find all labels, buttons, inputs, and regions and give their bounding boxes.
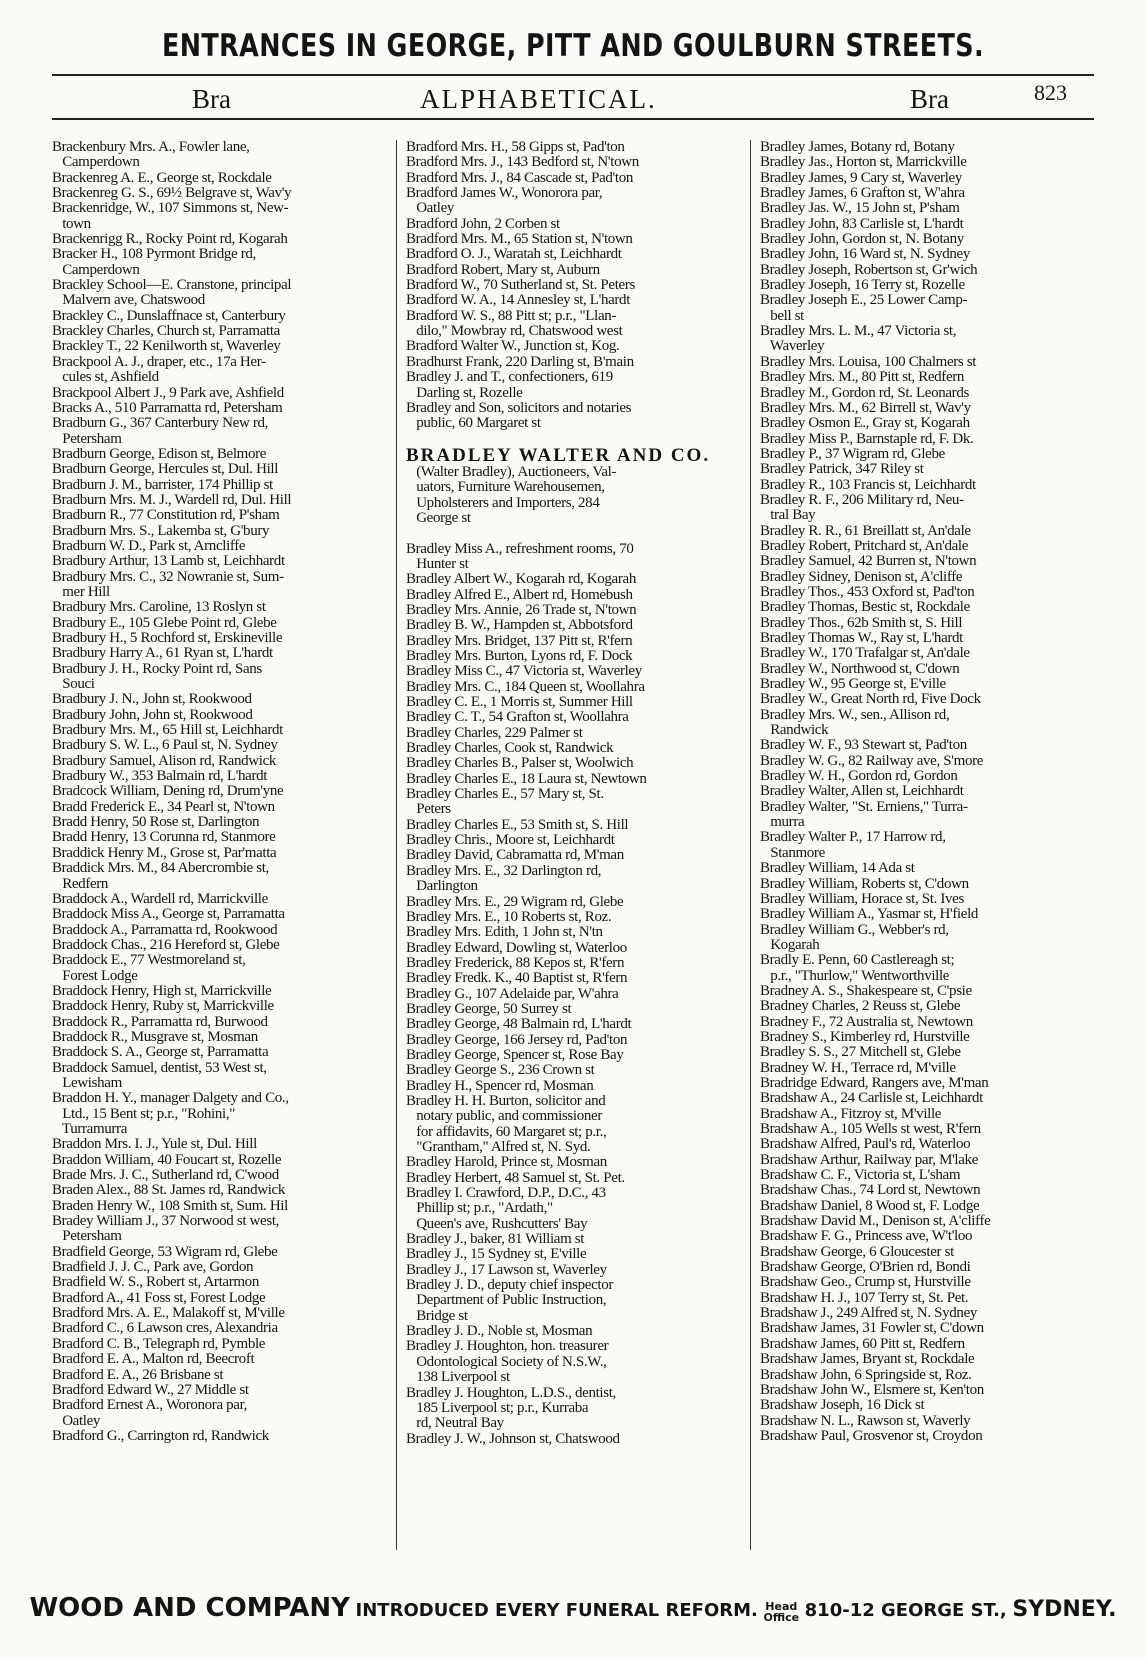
directory-line: notary public, and commissioner [406, 1109, 602, 1125]
directory-line: Bradbury Mrs. Caroline, 13 Roslyn st [52, 600, 266, 616]
directory-line: Bradley J. Houghton, L.D.S., dentist, [406, 1385, 616, 1401]
directory-line: BRADLEY WALTER AND CO. [406, 446, 711, 465]
directory-line: Bradhurst Frank, 220 Darling st, B'main [406, 354, 634, 370]
directory-line: cules st, Ashfield [52, 370, 159, 386]
directory-line: Bradley Mrs. C., 184 Queen st, Woollahra [406, 679, 645, 695]
directory-line: Bradley Osmon E., Gray st, Kogarah [760, 416, 970, 432]
directory-line: Bradley George S., 236 Crown st [406, 1063, 595, 1079]
directory-line: Braddock Miss A., George st, Parramatta [52, 907, 285, 923]
directory-line: Bradshaw James, 31 Fowler st, C'down [760, 1321, 984, 1337]
page-banner: ENTRANCES IN GEORGE, PITT AND GOULBURN STREETS. [161, 28, 985, 64]
directory-line: Hunter st [406, 556, 469, 572]
directory-line: Brackenbury Mrs. A., Fowler lane, [52, 140, 250, 155]
header-rule-top [52, 74, 1094, 76]
directory-line: Peters [406, 802, 451, 818]
header-right-key: Bra [910, 84, 949, 114]
directory-line: Bradshaw J., 249 Alfred st, N. Sydney [760, 1306, 978, 1322]
directory-line: Bradbury Samuel, Alison rd, Randwick [52, 753, 277, 769]
directory-line: Bradley Miss A., refreshment rooms, 70 [406, 541, 634, 557]
directory-line: Oatley [52, 1413, 101, 1429]
directory-line: Bradshaw A., 105 Wells st west, R'fern [760, 1122, 981, 1137]
directory-line: Bradley Jas. W., 15 John st, P'sham [760, 201, 960, 217]
directory-line: Bradley George, Spencer st, Rose Bay [406, 1047, 624, 1063]
directory-line: Bradney A. S., Shakespeare st, C'psie [760, 983, 972, 999]
directory-line: Braddock Henry, High st, Marrickville [52, 983, 272, 999]
directory-line: 185 Liverpool st; p.r., Kurraba [406, 1400, 589, 1416]
directory-line: Bradley Miss P., Barnstaple rd, F. Dk. [760, 431, 974, 447]
directory-column-3 [760, 140, 1092, 1550]
directory-line: Bradley John, Gordon st, N. Botany [760, 232, 964, 248]
directory-line: Queen's ave, Rushcutters' Bay [406, 1216, 588, 1232]
directory-line: Bradley Herbert, 48 Samuel st, St. Pet. [406, 1170, 625, 1186]
directory-line: Bradshaw F. G., Princess ave, W't'loo [760, 1229, 973, 1245]
footer-address: 810-12 GEORGE ST., [804, 1600, 1007, 1621]
directory-line: Department of Public Instruction, [406, 1293, 607, 1309]
directory-line: Bradley W., Great North rd, Five Dock [760, 692, 981, 708]
directory-line: Bradley Mrs. E., 29 Wigram rd, Glebe [406, 894, 624, 910]
directory-line: Bradley Mrs. Edith, 1 John st, N'tn [406, 925, 603, 941]
directory-line: Bradford James W., Wonorora par, [406, 186, 603, 202]
directory-line: Bradshaw Joseph, 16 Dick st [760, 1398, 925, 1414]
directory-line: Bradney W. H., Terrace rd, M'ville [760, 1060, 956, 1076]
directory-line: Bradbury W., 353 Balmain rd, L'hardt [52, 769, 268, 785]
directory-line: Braddock E., 77 Westmoreland st, [52, 953, 246, 969]
directory-line: Bradfield George, 53 Wigram rd, Glebe [52, 1244, 278, 1260]
directory-line: Bradshaw A., Fitzroy st, M'ville [760, 1106, 942, 1122]
directory-line: Bradley Mrs. W., sen., Allison rd, [760, 707, 950, 723]
directory-line: bell st [760, 308, 804, 324]
directory-line: Bradford G., Carrington rd, Randwick [52, 1428, 269, 1444]
directory-line: dilo," Mowbray rd, Chatswood west [406, 324, 623, 340]
directory-line: Malvern ave, Chatswood [52, 293, 205, 309]
directory-line: Bradburn Mrs. S., Lakemba st, G'bury [52, 523, 270, 539]
directory-line: Bradley Mrs. Annie, 26 Trade st, N'town [406, 602, 637, 618]
directory-line: Bradford A., 41 Foss st, Forest Lodge [52, 1290, 266, 1306]
directory-line: Bradley J. D., Noble st, Mosman [406, 1324, 593, 1340]
directory-line: Bradshaw H. J., 107 Terry st, St. Pet. [760, 1290, 969, 1306]
directory-line: Bradburn G., 367 Canterbury New rd, [52, 416, 269, 432]
directory-line: Bradley I. Crawford, D.P., D.C., 43 [406, 1186, 606, 1202]
directory-line: Bradley David, Cabramatta rd, M'man [406, 848, 624, 864]
directory-line: Bradley George, 166 Jersey rd, Pad'ton [406, 1032, 628, 1048]
directory-line: Camperdown [52, 155, 140, 171]
directory-line: Bradshaw N. L., Rawson st, Waverly [760, 1413, 971, 1429]
directory-line: Braddock A., Parramatta rd, Rookwood [52, 922, 278, 938]
directory-line: Phillip st; p.r., "Ardath," [406, 1201, 553, 1217]
directory-line: Bradford Ernest A., Woronora par, [52, 1398, 248, 1414]
footer-head-label: Head [765, 1599, 798, 1613]
directory-line: Bradley P., 37 Wigram rd, Glebe [760, 446, 945, 462]
directory-line: Bradley Chris., Moore st, Leichhardt [406, 833, 615, 849]
directory-line: Bradley John, 16 Ward st, N. Sydney [760, 247, 970, 263]
directory-line: Bradbury Harry A., 61 Ryan st, L'hardt [52, 646, 273, 662]
directory-line: Bradbury J. H., Rocky Point rd, Sans [52, 661, 262, 677]
directory-line: murra [760, 815, 805, 831]
directory-line: Bradley Charles E., 53 Smith st, S. Hill [406, 817, 629, 833]
directory-line: Bradburn J. M., barrister, 174 Phillip st [52, 477, 273, 493]
directory-line: Bradbury H., 5 Rochford st, Erskineville [52, 631, 283, 646]
directory-line: Bradley William, Roberts st, C'down [760, 876, 969, 892]
directory-line: Bradley R. R., 61 Breillatt st, An'dale [760, 523, 971, 539]
directory-line: Bradley W., 170 Trafalgar st, An'dale [760, 646, 970, 662]
directory-line: Bradley Charles, 229 Palmer st [406, 725, 583, 741]
directory-line: Bradford Robert, Mary st, Auburn [406, 262, 600, 278]
directory-line: Bradley Charles, Cook st, Randwick [406, 741, 614, 757]
directory-line: Bracks A., 510 Parramatta rd, Petersham [52, 400, 283, 416]
directory-line: Bradshaw Geo., Crump st, Hurstville [760, 1275, 971, 1291]
directory-line: Bradley William G., Webber's rd, [760, 922, 949, 938]
directory-line: Bradley Mrs. Burton, Lyons rd, F. Dock [406, 649, 633, 664]
directory-line: Bradshaw James, Bryant st, Rockdale [760, 1352, 975, 1368]
directory-line: Bradfield W. S., Robert st, Artarmon [52, 1275, 259, 1291]
directory-line: Bradley George, 50 Surrey st [406, 1001, 572, 1017]
directory-line: Bradshaw James, 60 Pitt st, Redfern [760, 1336, 965, 1352]
directory-line: Bradley W. G., 82 Railway ave, S'more [760, 753, 984, 769]
directory-line: Braddick Henry M., Grose st, Par'matta [52, 845, 277, 861]
directory-line: Bradney S., Kimberley rd, Hurstville [760, 1029, 970, 1045]
directory-line: Redfern [52, 876, 109, 892]
directory-line: Bradburn George, Hercules st, Dul. Hill [52, 462, 279, 478]
directory-line: Bradbury E., 105 Glebe Point rd, Glebe [52, 615, 277, 631]
directory-line: Bradford Edward W., 27 Middle st [52, 1382, 249, 1398]
directory-line: Bradley Joseph E., 25 Lower Camp- [760, 293, 968, 309]
directory-line: Bradley William A., Yasmar st, H'field [760, 907, 979, 923]
directory-line: Bradbury John, John st, Rookwood [52, 707, 253, 723]
directory-line: Bradford Mrs. J., 143 Bedford st, N'town [406, 155, 639, 171]
directory-line: Bradshaw George, 6 Gloucester st [760, 1244, 954, 1260]
directory-line: Bradbury S. W. L., 6 Paul st, N. Sydney [52, 738, 278, 754]
directory-line: Petersham [52, 431, 122, 447]
directory-line: Bradshaw C. F., Victoria st, L'sham [760, 1168, 961, 1184]
column-divider [396, 140, 397, 1550]
directory-line: Bradley Edward, Dowling st, Waterloo [406, 940, 627, 956]
directory-line: Bradford Mrs. J., 84 Cascade st, Pad'ton [406, 170, 634, 186]
directory-line: Bradley Mrs. E., 10 Roberts st, Roz. [406, 909, 612, 925]
directory-line: Bradley John, 83 Carlisle st, L'hardt [760, 216, 964, 232]
directory-line: Bradley Joseph, 16 Terry st, Rozelle [760, 278, 965, 294]
directory-line: Bradly E. Penn, 60 Castlereagh st; [760, 953, 955, 969]
directory-line: Bradburn George, Edison st, Belmore [52, 446, 267, 462]
directory-line: Braddon William, 40 Foucart st, Rozelle [52, 1152, 282, 1168]
directory-line: Bradley Walter P., 17 Harrow rd, [760, 830, 946, 846]
directory-line: Bradford Mrs. H., 58 Gipps st, Pad'ton [406, 140, 625, 155]
footer-city: SYDNEY. [1012, 1597, 1117, 1622]
directory-line: Bradley C. E., 1 Morris st, Summer Hill [406, 695, 633, 711]
directory-line: Bradd Henry, 50 Rose st, Darlington [52, 815, 260, 831]
directory-line: Bradd Frederick E., 34 Pearl st, N'town [52, 799, 275, 815]
directory-line: Bradley J. Houghton, hon. treasurer [406, 1339, 609, 1355]
directory-line [406, 526, 738, 541]
directory-line: Bradfield J. J. C., Park ave, Gordon [52, 1260, 254, 1276]
directory-line: (Walter Bradley), Auctioneers, Val- [406, 464, 617, 480]
directory-line: tral Bay [760, 508, 816, 524]
directory-line: Bradley George, 48 Balmain rd, L'hardt [406, 1017, 632, 1033]
footer-slogan: INTRODUCED EVERY FUNERAL REFORM. [355, 1600, 758, 1621]
directory-line: Souci [52, 677, 95, 693]
directory-line: Bradburn Mrs. M. J., Wardell rd, Dul. Hill [52, 492, 292, 508]
directory-line: Bradford Mrs. A. E., Malakoff st, M'ville [52, 1306, 285, 1322]
directory-line: Bradcock William, Dening rd, Drum'yne [52, 784, 284, 800]
directory-line: Braddock Henry, Ruby st, Marrickville [52, 999, 274, 1015]
directory-line: 138 Liverpool st [406, 1370, 510, 1386]
directory-line: Bradburn R., 77 Constitution rd, P'sham [52, 508, 280, 524]
directory-line: Brackley T., 22 Kenilworth st, Waverley [52, 339, 281, 355]
directory-line: Bradley James, Botany rd, Botany [760, 140, 955, 155]
footer-head-office [763, 1601, 799, 1623]
directory-line: "Grantham," Alfred st, N. Syd. [406, 1140, 591, 1155]
directory-line: Bradbury Mrs. C., 32 Nowranie st, Sum- [52, 569, 284, 585]
directory-line: Bradley Mrs. E., 32 Darlington rd, [406, 863, 602, 879]
directory-line: Bradley Mrs. Bridget, 137 Pitt st, R'fern [406, 633, 633, 649]
directory-line: Bradley Robert, Pritchard st, An'dale [760, 538, 969, 554]
directory-line: Braddock R., Musgrave st, Mosman [52, 1029, 258, 1045]
directory-line: Bradd Henry, 13 Corunna rd, Stanmore [52, 830, 276, 846]
directory-line: Upholsterers and Importers, 284 [406, 495, 600, 511]
directory-line: George st [406, 510, 471, 526]
directory-line: Braddon Mrs. I. J., Yule st, Dul. Hill [52, 1137, 257, 1153]
directory-line: town [52, 216, 91, 232]
directory-line: Bradshaw George, O'Brien rd, Bondi [760, 1260, 971, 1276]
directory-line: Kogarah [760, 937, 820, 953]
directory-line: Bradley R. F., 206 Military rd, Neu- [760, 492, 964, 508]
directory-line: Bradley Patrick, 347 Riley st [760, 462, 924, 478]
directory-line: Randwick [760, 723, 829, 739]
directory-line: Brackenridge, W., 107 Simmons st, New- [52, 201, 289, 217]
directory-line: Bradford E. A., 26 Brisbane st [52, 1367, 224, 1383]
column-divider [750, 140, 751, 1550]
directory-line: Bradley Mrs. L. M., 47 Victoria st, [760, 324, 957, 340]
directory-line: Bradley Thos., 62b Smith st, S. Hill [760, 615, 963, 631]
directory-line: Bradley Charles E., 57 Mary st, St. [406, 787, 604, 803]
directory-line: Bradley M., Gordon rd, St. Leonards [760, 385, 969, 401]
directory-line: Bradley J., 15 Sydney st, E'ville [406, 1247, 587, 1263]
directory-line: Bradshaw Chas., 74 Lord st, Newtown [760, 1183, 981, 1199]
directory-line: Odontological Society of N.S.W., [406, 1354, 607, 1370]
directory-line: Bradshaw Alfred, Paul's rd, Waterloo [760, 1137, 971, 1153]
directory-line: Bradley William, Horace st, St. Ives [760, 891, 964, 907]
directory-line: Bradshaw Daniel, 8 Wood st, F. Lodge [760, 1198, 980, 1214]
directory-line: Brackenreg G. S., 69½ Belgrave st, Wav'y [52, 186, 292, 202]
directory-line: Bracker H., 108 Pyrmont Bridge rd, [52, 247, 256, 263]
directory-line: Bradley J. W., Johnson st, Chatswood [406, 1431, 620, 1447]
directory-column-1 [52, 140, 384, 1550]
directory-line: Brackpool Albert J., 9 Park ave, Ashfield [52, 385, 284, 401]
directory-line: Bradley Mrs. M., 62 Birrell st, Wav'y [760, 400, 971, 416]
directory-line: Bradley Walter, Allen st, Leichhardt [760, 784, 964, 800]
directory-line: Ltd., 15 Bent st; p.r., "Rohini," [52, 1106, 235, 1122]
directory-line: Bradley J., 17 Lawson st, Waverley [406, 1262, 607, 1278]
directory-line: Bradney F., 72 Australia st, Newtown [760, 1014, 973, 1030]
directory-line: p.r., "Thurlow," Wentworthville [760, 968, 950, 984]
directory-line: Bradley S. S., 27 Mitchell st, Glebe [760, 1045, 961, 1061]
directory-line: Bradley Harold, Prince st, Mosman [406, 1155, 607, 1171]
directory-line: Lewisham [52, 1075, 122, 1091]
directory-line: Bradley Charles E., 18 Laura st, Newtown [406, 771, 647, 787]
footer-company: WOOD AND COMPANY [29, 1593, 350, 1623]
directory-line: Bradridge Edward, Rangers ave, M'man [760, 1075, 989, 1091]
directory-line: Bradley and Son, solicitors and notaries [406, 400, 632, 416]
directory-line: Bradley Frederick, 88 Kepos st, R'fern [406, 955, 625, 971]
directory-line: Bradbury Mrs. M., 65 Hill st, Leichhardt [52, 723, 283, 739]
directory-line [406, 432, 738, 447]
directory-line: Brackenrigg R., Rocky Point rd, Kogarah [52, 232, 288, 248]
directory-line: Brade Mrs. J. C., Sutherland rd, C'wood [52, 1168, 279, 1184]
directory-line: Bradley J. D., deputy chief inspector [406, 1278, 613, 1294]
directory-line: Brackenreg A. E., George st, Rockdale [52, 170, 272, 186]
directory-line: Bradey William J., 37 Norwood st west, [52, 1214, 280, 1230]
directory-line: Bradford O. J., Waratah st, Leichhardt [406, 247, 622, 263]
directory-line: Bradley Jas., Horton st, Marrickville [760, 155, 967, 171]
directory-line: Bradshaw John, 6 Springside st, Roz. [760, 1367, 972, 1383]
directory-line: Bradley Samuel, 42 Burren st, N'town [760, 554, 977, 570]
directory-line: Camperdown [52, 262, 140, 278]
directory-line: Bradshaw Paul, Grosvenor st, Croydon [760, 1428, 983, 1444]
directory-line: Braden Alex., 88 St. James rd, Randwick [52, 1183, 285, 1199]
directory-line: Bradshaw Arthur, Railway par, M'lake [760, 1152, 979, 1168]
directory-line: for affidavits, 60 Margaret st; p.r., [406, 1124, 607, 1140]
directory-line: Bradley J. and T., confectioners, 619 [406, 370, 613, 386]
directory-line: Forest Lodge [52, 968, 138, 984]
directory-line: Bradford W. S., 88 Pitt st; p.r., "Llan- [406, 308, 617, 324]
header-left-key: Bra [192, 84, 231, 114]
directory-line: Bradford W. A., 14 Annesley st, L'hardt [406, 293, 631, 309]
directory-line: Braddock S. A., George st, Parramatta [52, 1045, 269, 1061]
directory-line: Bradshaw David M., Denison st, A'cliffe [760, 1214, 991, 1230]
directory-line: Stanmore [760, 845, 825, 861]
directory-line: Bradley B. W., Hampden st, Abbotsford [406, 618, 633, 634]
directory-line: Bradley Sidney, Denison st, A'cliffe [760, 569, 963, 585]
page-number: 823 [1034, 80, 1067, 105]
directory-line: Bradbury Arthur, 13 Lamb st, Leichhardt [52, 554, 285, 570]
directory-line: Braddock Samuel, dentist, 53 West st, [52, 1060, 267, 1076]
directory-line: Bradley C. T., 54 Grafton st, Woollahra [406, 710, 629, 726]
directory-line: Bradley Thos., 453 Oxford st, Pad'ton [760, 584, 975, 600]
directory-line: Braddock Chas., 216 Hereford st, Glebe [52, 937, 280, 953]
directory-line: Bradley H., Spencer rd, Mosman [406, 1078, 594, 1094]
directory-line: Bradley Thomas, Bestic st, Rockdale [760, 600, 970, 616]
directory-line: Bradley James, 9 Cary st, Waverley [760, 170, 962, 186]
directory-line: Turramurra [52, 1122, 128, 1137]
directory-line: Bradley R., 103 Francis st, Leichhardt [760, 477, 976, 493]
directory-line: Bradford Walter W., Junction st, Kog. [406, 339, 620, 355]
directory-line: Darling st, Rozelle [406, 385, 523, 401]
directory-line: Bradford W., 70 Sutherland st, St. Peters [406, 278, 635, 294]
directory-line: uators, Furniture Warehousemen, [406, 480, 605, 496]
directory-line: Bradford C., 6 Lawson cres, Alexandria [52, 1321, 278, 1337]
directory-line: Bradley Albert W., Kogarah rd, Kogarah [406, 572, 636, 588]
directory-line: Braddon H. Y., manager Dalgety and Co., [52, 1091, 289, 1107]
directory-line: Bradley Miss C., 47 Victoria st, Waverley [406, 664, 642, 680]
directory-line: Bradbury J. N., John st, Rookwood [52, 692, 252, 708]
directory-line: Brackpool A. J., draper, etc., 17a Her- [52, 354, 266, 370]
directory-line: Brackley School—E. Cranstone, principal [52, 278, 292, 294]
directory-line: Bradshaw John W., Elsmere st, Ken'ton [760, 1382, 984, 1398]
header-title: ALPHABETICAL. [420, 84, 657, 114]
directory-line: Braddick Mrs. M., 84 Abercrombie st, [52, 861, 269, 877]
directory-line: Bradley Mrs. M., 80 Pitt st, Redfern [760, 370, 965, 386]
directory-line: Waverley [760, 339, 825, 355]
directory-line: Bradley W. H., Gordon rd, Gordon [760, 769, 958, 785]
directory-line: Bradley W., 95 George st, E'ville [760, 677, 946, 693]
directory-line: Darlington [406, 879, 478, 895]
directory-line: Bradley G., 107 Adelaide par, W'ahra [406, 986, 619, 1002]
directory-line: Bradshaw A., 24 Carlisle st, Leichhardt [760, 1091, 983, 1107]
directory-line: Bradley Thomas W., Ray st, L'hardt [760, 631, 964, 646]
directory-line: Bradley Alfred E., Albert rd, Homebush [406, 587, 633, 603]
header-rule-bottom [52, 118, 1094, 120]
directory-line: public, 60 Margaret st [406, 416, 541, 432]
directory-line: Bradley W. F., 93 Stewart st, Pad'ton [760, 738, 967, 754]
directory-line: Petersham [52, 1229, 122, 1245]
directory-line: Bradley William, 14 Ada st [760, 861, 915, 877]
directory-line: Brackley Charles, Church st, Parramatta [52, 324, 280, 340]
directory-line: Bradley Charles B., Palser st, Woolwich [406, 756, 634, 772]
directory-line: Braddock A., Wardell rd, Marrickville [52, 891, 268, 907]
directory-line: Bradley Mrs. Louisa, 100 Chalmers st [760, 354, 977, 370]
directory-line: Brackley C., Dunslaffnace st, Canterbury [52, 308, 286, 324]
footer-office-label: Office [763, 1610, 800, 1624]
directory-line: Bradburn W. D., Park st, Arncliffe [52, 538, 246, 554]
directory-line: Bradford John, 2 Corben st [406, 216, 560, 232]
directory-column-2 [406, 140, 738, 1550]
directory-line: Bradley Fredk. K., 40 Baptist st, R'fern [406, 971, 628, 987]
directory-line: Braden Henry W., 108 Smith st, Sum. Hil [52, 1198, 288, 1214]
directory-line: Bradford E. A., Malton rd, Beecroft [52, 1352, 255, 1368]
directory-line: Bridge st [406, 1308, 468, 1324]
directory-line: Oatley [406, 201, 455, 217]
directory-line: Bradley J., baker, 81 William st [406, 1232, 585, 1248]
directory-line: Bradney Charles, 2 Reuss st, Glebe [760, 999, 961, 1015]
directory-line: Bradford C. B., Telegraph rd, Pymble [52, 1336, 266, 1352]
footer-advertisement [0, 1593, 1146, 1623]
directory-line: rd, Neutral Bay [406, 1416, 504, 1432]
directory-line: Bradley Joseph, Robertson st, Gr'wich [760, 262, 978, 278]
directory-line: Bradley Walter, "St. Erniens," Turra- [760, 799, 968, 815]
directory-line: Bradley H. H. Burton, solicitor and [406, 1093, 606, 1109]
directory-line: Bradford Mrs. M., 65 Station st, N'town [406, 232, 633, 248]
directory-line: Bradley James, 6 Grafton st, W'ahra [760, 186, 965, 202]
directory-line: Braddock R., Parramatta rd, Burwood [52, 1014, 268, 1030]
directory-line: Bradley W., Northwood st, C'down [760, 661, 960, 677]
directory-line: mer Hill [52, 584, 110, 600]
